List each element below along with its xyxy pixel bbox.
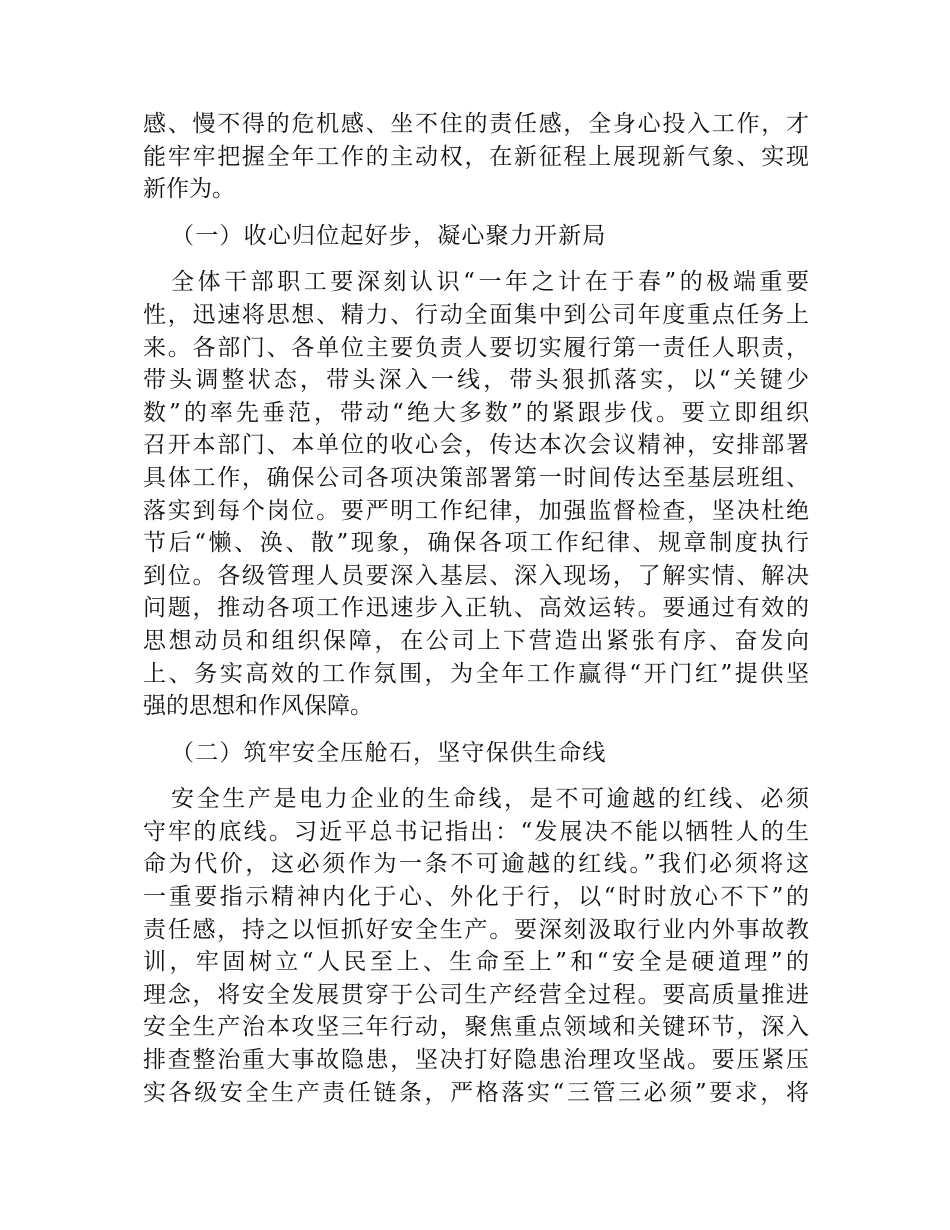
paragraph-line: 数”的率先垂范，带动“绝大多数”的紧跟步伐。要立即组织 bbox=[143, 399, 809, 426]
paragraph-line: 具体工作，确保公司各项决策部署第一时间传达至基层班组、 bbox=[143, 464, 809, 491]
paragraph-line: 命为代价，这必须作为一条不可逾越的红线。”我们必须将这 bbox=[143, 851, 809, 878]
paragraph-line: 守牢的底线。习近平总书记指出：“发展决不能以牺牲人的生 bbox=[143, 818, 809, 845]
paragraph-line: 带头调整状态，带头深入一线，带头狠抓落实，以“关键少 bbox=[143, 367, 809, 394]
paragraph-line: 性，迅速将思想、精力、行动全面集中到公司年度重点任务上 bbox=[143, 301, 809, 328]
intro-paragraph bbox=[143, 108, 809, 206]
paragraph-line: 节后“懒、涣、散”现象，确保各项工作纪律、规章制度执行 bbox=[143, 530, 809, 557]
section-2-paragraph bbox=[143, 783, 809, 1109]
section-1-paragraph bbox=[143, 266, 809, 722]
paragraph-line: 思想动员和组织保障，在公司上下营造出紧张有序、奋发向 bbox=[143, 627, 809, 654]
paragraph-line: 理念，将安全发展贯穿于公司生产经营全过程。要高质量推进 bbox=[143, 981, 809, 1008]
paragraph-line: 能牢牢把握全年工作的主动权，在新征程上展现新气象、实现 bbox=[143, 143, 809, 170]
paragraph-line: 训，牢固树立“人民至上、生命至上”和“安全是硬道理”的 bbox=[143, 949, 809, 976]
paragraph-line: 强的思想和作风保障。 bbox=[143, 693, 373, 720]
section-heading-2: （二）筑牢安全压舱石，坚守保供生命线 bbox=[171, 739, 607, 766]
paragraph-line: 召开本部门、本单位的收心会，传达本次会议精神，安排部署 bbox=[143, 432, 809, 459]
paragraph-line: 来。各部门、各单位主要负责人要切实履行第一责任人职责， bbox=[143, 334, 809, 361]
paragraph-line: 落实到每个岗位。要严明工作纪律，加强监督检查，坚决杜绝 bbox=[143, 497, 809, 524]
paragraph-line: 问题，推动各项工作迅速步入正轨、高效运转。要通过有效的 bbox=[143, 595, 809, 622]
paragraph-line: 安全生产是电力企业的生命线，是不可逾越的红线、必须 bbox=[171, 786, 809, 813]
paragraph-line: 上、务实高效的工作氛围，为全年工作赢得“开门红”提供坚 bbox=[143, 660, 809, 687]
paragraph-line: 责任感，持之以恒抓好安全生产。要深刻汲取行业内外事故教 bbox=[143, 916, 809, 943]
section-heading-1: （一）收心归位起好步，凝心聚力开新局 bbox=[171, 222, 607, 249]
paragraph-line: 到位。各级管理人员要深入基层、深入现场，了解实情、解决 bbox=[143, 562, 809, 589]
paragraph-line: 安全生产治本攻坚三年行动，聚焦重点领域和关键环节，深入 bbox=[143, 1014, 809, 1041]
document-page bbox=[143, 108, 809, 1109]
paragraph-line: 排查整治重大事故隐患，坚决打好隐患治理攻坚战。要压紧压 bbox=[143, 1047, 809, 1074]
paragraph-line: 新作为。 bbox=[143, 176, 235, 203]
paragraph-line: 一重要指示精神内化于心、外化于行，以“时时放心不下”的 bbox=[143, 884, 809, 911]
paragraph-line: 全体干部职工要深刻认识“一年之计在于春”的极端重要 bbox=[171, 269, 809, 296]
paragraph-line: 实各级安全生产责任链条，严格落实“三管三必须”要求，将 bbox=[143, 1079, 809, 1106]
paragraph-line: 感、慢不得的危机感、坐不住的责任感，全身心投入工作，才 bbox=[143, 111, 809, 137]
